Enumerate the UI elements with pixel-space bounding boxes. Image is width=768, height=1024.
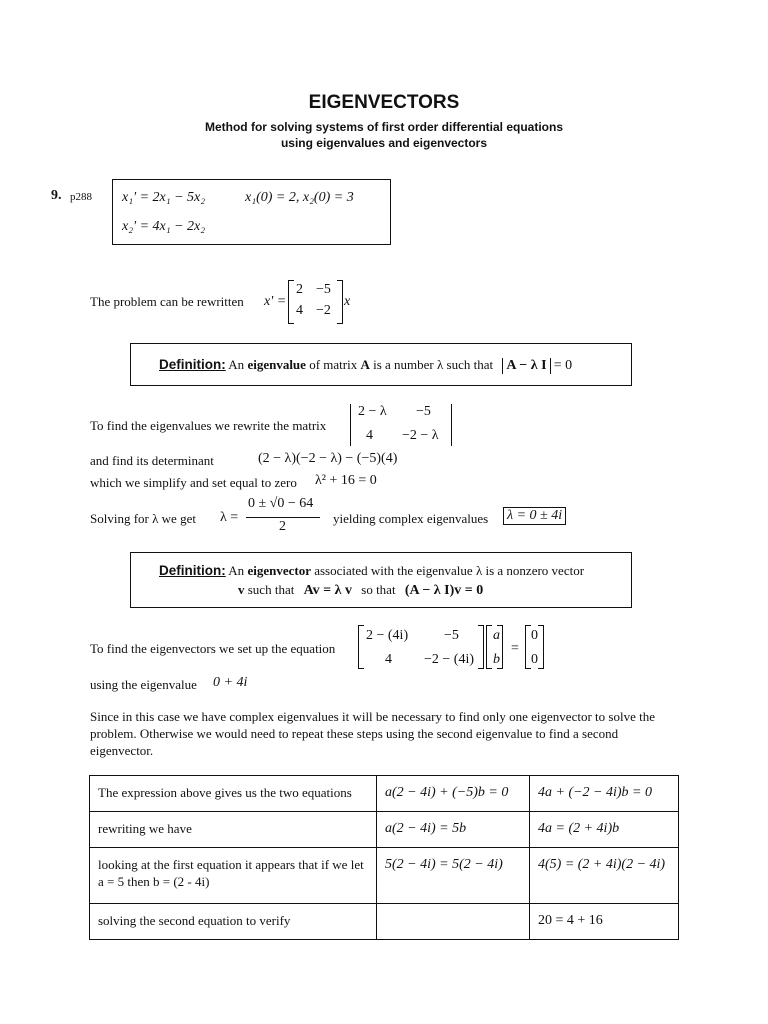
table-row [90, 812, 679, 848]
left-bracket [288, 280, 294, 324]
problem-initial-conditions: x₁(0) = 2, x₂(0) = 3 [245, 190, 354, 205]
table-cell-description: looking at the first equation it appears that if we let a = 5 then b = (2 - 4i) [90, 848, 377, 904]
characteristic-equation: λ² + 16 = 0 [315, 473, 377, 488]
vector-cell: b [493, 652, 500, 667]
def-tail: = 0 [553, 358, 573, 373]
using-eigenvalue-text: using the eigenvalue [90, 677, 197, 692]
definition-eigenvalue-box [130, 343, 632, 386]
rewrite-text: The problem can be rewritten [90, 294, 244, 309]
left-bracket [358, 625, 364, 669]
vector-cell: a [493, 628, 500, 643]
table-row [90, 848, 679, 904]
equals-sign: = [511, 641, 519, 656]
table-cell-description: rewriting we have [90, 812, 377, 848]
problem-page-ref: p288 [70, 191, 92, 203]
determinant-text: and find its determinant [90, 453, 214, 468]
def-mid: of matrix [309, 357, 358, 372]
matrix-cell: 2 [296, 282, 303, 297]
def2-pre: An [228, 563, 245, 578]
matrix-cell: −2 − (4i) [424, 652, 475, 667]
table-cell-equation-1 [377, 904, 530, 940]
using-eigenvalue-value: 0 + 4i [213, 675, 248, 690]
table-row [90, 904, 679, 940]
def2-term: eigenvector [247, 563, 311, 578]
table-cell-equation-1: a(2 − 4i) = 5b [377, 812, 530, 848]
def2-so: so that [361, 582, 396, 597]
find-eigenvectors-text: To find the eigenvectors we set up the equation [90, 641, 336, 656]
right-bracket [538, 625, 544, 669]
solving-text: Solving for λ we get [90, 511, 196, 526]
table-cell-equation-2: 20 = 4 + 16 [530, 904, 679, 940]
det-bar-left [350, 404, 351, 446]
table-cell-equation-2: 4(5) = (2 + 4i)(2 − 4i) [530, 848, 679, 904]
problem-box [112, 179, 391, 245]
table-cell-description: solving the second equation to verify [90, 904, 377, 940]
yielding-text: yielding complex eigenvalues [333, 511, 489, 526]
problem-number: 9. [51, 188, 62, 203]
matrix-cell: 2 − (4i) [366, 628, 409, 643]
matrix-cell: 2 − λ [358, 404, 387, 419]
def2-eq1: Av = λ v [303, 583, 353, 598]
determinant-expression: (2 − λ)(−2 − λ) − (−5)(4) [258, 451, 398, 466]
lambda-equals: λ = [220, 510, 239, 525]
definition-label: Definition: [159, 357, 226, 372]
matrix-cell: 4 [366, 428, 373, 443]
def2-eq2: (A − λ I)v = 0 [404, 583, 484, 598]
right-bracket [497, 625, 503, 669]
problem-equation-1: x₁' = 2x₁ − 5x₂ [122, 190, 206, 205]
matrix-cell: 4 [385, 652, 392, 667]
vector-cell: 0 [531, 652, 538, 667]
definition-eigenvector-line-2 [238, 582, 483, 599]
table-cell-description: The expression above gives us the two equations [90, 776, 377, 812]
subtitle-line-1: Method for solving systems of first order differential equations [204, 120, 564, 134]
matrix-cell: −5 [444, 628, 459, 643]
def-post: is a number λ such that [373, 357, 494, 372]
definition-label: Definition: [159, 563, 226, 578]
right-bracket [337, 280, 343, 324]
rewrite-rhs: x [344, 294, 351, 309]
def-term: eigenvalue [247, 357, 306, 372]
problem-equation-2: x₂' = 4x₁ − 2x₂ [122, 219, 206, 234]
def-determinant-expr: A − λ I [502, 358, 550, 374]
def2-post: associated with the eigenvalue λ is a nonzero vector [314, 563, 585, 578]
def2-such: such that [247, 582, 295, 597]
matrix-cell: −5 [316, 282, 331, 297]
quadratic-numerator: 0 ± √0 − 64 [248, 496, 314, 511]
table-cell-equation-2: 4a = (2 + 4i)b [530, 812, 679, 848]
table-cell-equation-1: a(2 − 4i) + (−5)b = 0 [377, 776, 530, 812]
definition-eigenvalue-text [159, 357, 572, 374]
def-pre: An [228, 357, 245, 372]
def-A: A [360, 357, 370, 372]
table-row [90, 776, 679, 812]
matrix-cell: −2 − λ [402, 428, 439, 443]
fraction-line [246, 517, 320, 518]
page-title: EIGENVECTORS [308, 92, 460, 113]
vector-cell: 0 [531, 628, 538, 643]
matrix-cell: 4 [296, 303, 303, 318]
steps-table [89, 775, 679, 940]
eigenvalue-result: λ = 0 ± 4i [503, 507, 566, 525]
table-cell-equation-2: 4a + (−2 − 4i)b = 0 [530, 776, 679, 812]
right-bracket [478, 625, 484, 669]
simplify-text: which we simplify and set equal to zero [90, 475, 297, 490]
rewrite-lhs: x' = [264, 294, 287, 309]
definition-eigenvector-line-1 [159, 563, 584, 579]
definition-eigenvector-box [130, 552, 632, 608]
quadratic-denominator: 2 [279, 519, 286, 534]
left-bracket [486, 625, 492, 669]
explanation-paragraph: Since in this case we have complex eigenvalues it will be necessary to find only one eigenvector to solve the problem. Otherwise we would need to repeat these steps using the second eigenvalue to find a second eigenvector. [90, 709, 655, 758]
table-cell-equation-1: 5(2 − 4i) = 5(2 − 4i) [377, 848, 530, 904]
matrix-cell: −2 [316, 303, 331, 318]
def2-v: v [238, 582, 245, 597]
matrix-cell: −5 [416, 404, 431, 419]
det-bar-right [451, 404, 452, 446]
find-eigenvalues-text: To find the eigenvalues we rewrite the matrix [90, 418, 327, 433]
subtitle-line-2: using eigenvalues and eigenvectors [280, 136, 488, 150]
